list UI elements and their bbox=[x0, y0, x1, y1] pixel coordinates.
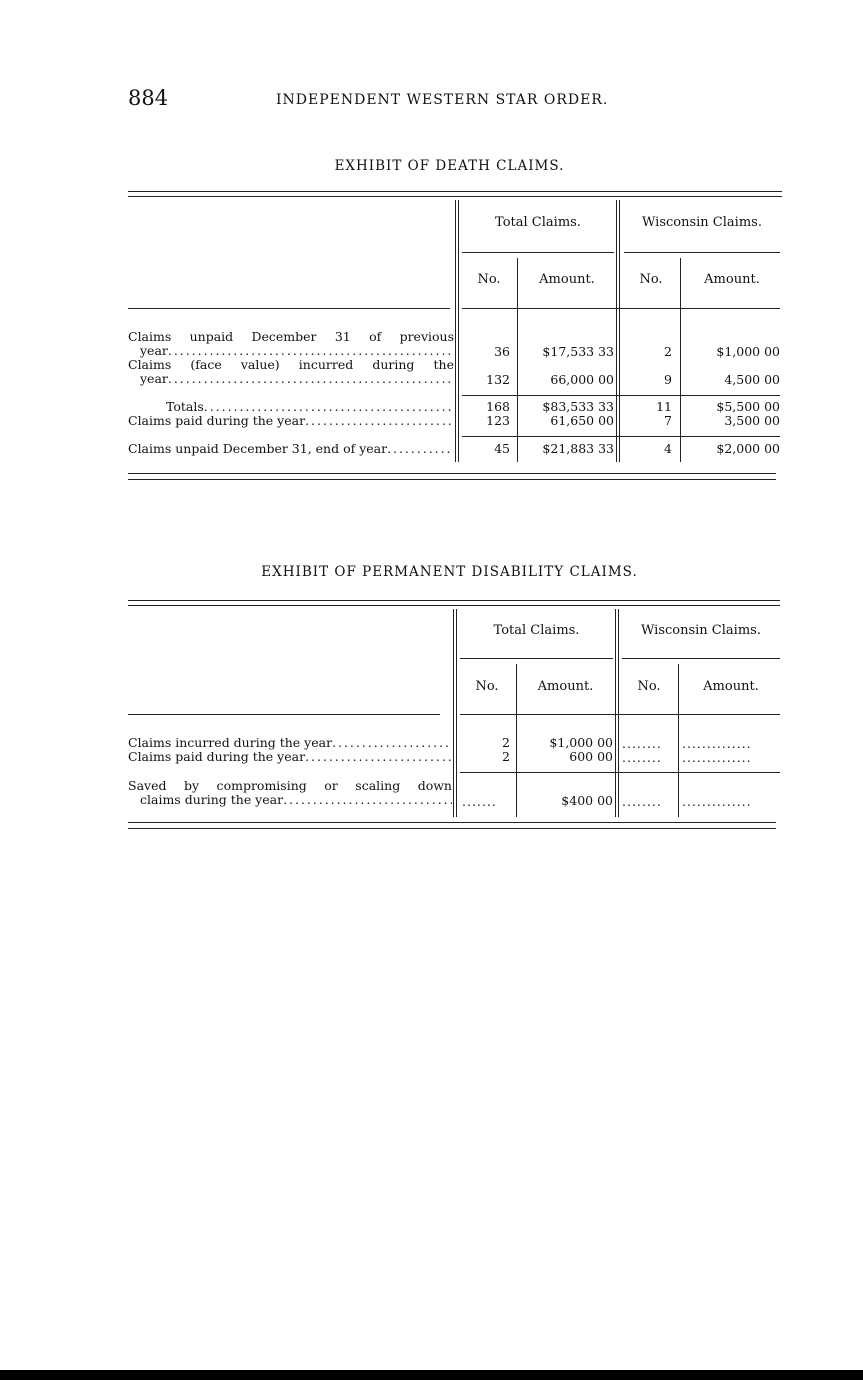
wisconsin-no-header: No. bbox=[637, 679, 661, 694]
cell-wis-amount: 4,500 00 bbox=[724, 372, 780, 387]
cell-total-amount: 66,000 00 bbox=[550, 372, 614, 387]
cell-wis-no: 9 bbox=[664, 372, 672, 387]
cell-total-amount: 600 00 bbox=[569, 749, 613, 764]
total-claims-header: Total Claims. bbox=[495, 215, 581, 230]
cell-wis-amount: $2,000 00 bbox=[716, 441, 780, 456]
scan-border bbox=[0, 1370, 863, 1380]
wisconsin-amount-header: Amount. bbox=[704, 272, 760, 287]
page-header bbox=[128, 86, 778, 116]
wisconsin-amount-header: Amount. bbox=[703, 679, 759, 694]
running-head: INDEPENDENT WESTERN STAR ORDER. bbox=[276, 92, 609, 108]
total-no-header: No. bbox=[475, 679, 499, 694]
cell-total-amount: $21,883 33 bbox=[542, 441, 614, 456]
wisconsin-no-header: No. bbox=[639, 272, 663, 287]
cell-total-amount: 61,650 00 bbox=[550, 413, 614, 428]
cell-total-no: 168 bbox=[486, 399, 510, 414]
cell-total-no: 45 bbox=[494, 441, 510, 456]
page-number: 884 bbox=[128, 86, 169, 110]
total-no-header: No. bbox=[477, 272, 501, 287]
wisconsin-claims-header: Wisconsin Claims. bbox=[642, 215, 762, 230]
cell-wis-no: 7 bbox=[664, 413, 672, 428]
total-claims-header: Total Claims. bbox=[493, 623, 580, 638]
disability-claims-title: EXHIBIT OF PERMANENT DISABILITY CLAIMS. bbox=[261, 564, 638, 580]
cell-total-amount: $17,533 33 bbox=[542, 344, 614, 359]
cell-wis-no: 4 bbox=[664, 441, 672, 456]
total-amount-header: Amount. bbox=[539, 272, 595, 287]
cell-total-amount: $400 00 bbox=[561, 793, 613, 808]
total-amount-header: Amount. bbox=[537, 679, 594, 694]
cell-wis-amount: $1,000 00 bbox=[716, 344, 780, 359]
table-row-label: Claims (face value) incurred during the year . . . bbox=[128, 358, 454, 386]
table-row-label: Claims paid during the year . . . bbox=[128, 414, 454, 428]
death-claims-title: EXHIBIT OF DEATH CLAIMS. bbox=[334, 158, 565, 174]
table-row-label: Claims unpaid December 31, end of year . . . bbox=[128, 442, 454, 456]
cell-total-amount: $83,533 33 bbox=[542, 399, 614, 414]
table-row-label: Claims paid during the year . . . bbox=[128, 750, 452, 764]
cell-wis-amount: 3,500 00 bbox=[724, 413, 780, 428]
cell-total-no: 36 bbox=[494, 344, 510, 359]
table-row-label: Totals . . . bbox=[128, 400, 454, 414]
wisconsin-claims-header: Wisconsin Claims. bbox=[641, 623, 761, 638]
table-row-label: Claims incurred during the year . . . bbox=[128, 736, 452, 750]
cell-total-no: 123 bbox=[486, 413, 510, 428]
cell-wis-amount: $5,500 00 bbox=[716, 399, 780, 414]
cell-wis-no: 2 bbox=[664, 344, 672, 359]
table-row-label: Claims unpaid December 31 of previous year . . . bbox=[128, 330, 454, 358]
cell-total-amount: $1,000 00 bbox=[549, 735, 613, 750]
table-row-label: Saved by compromising or scaling down claims during the year . . . bbox=[128, 779, 452, 807]
cell-total-no: 132 bbox=[486, 372, 510, 387]
cell-total-no: 2 bbox=[502, 749, 510, 764]
cell-total-no: 2 bbox=[502, 735, 510, 750]
cell-wis-no: 11 bbox=[656, 399, 672, 414]
